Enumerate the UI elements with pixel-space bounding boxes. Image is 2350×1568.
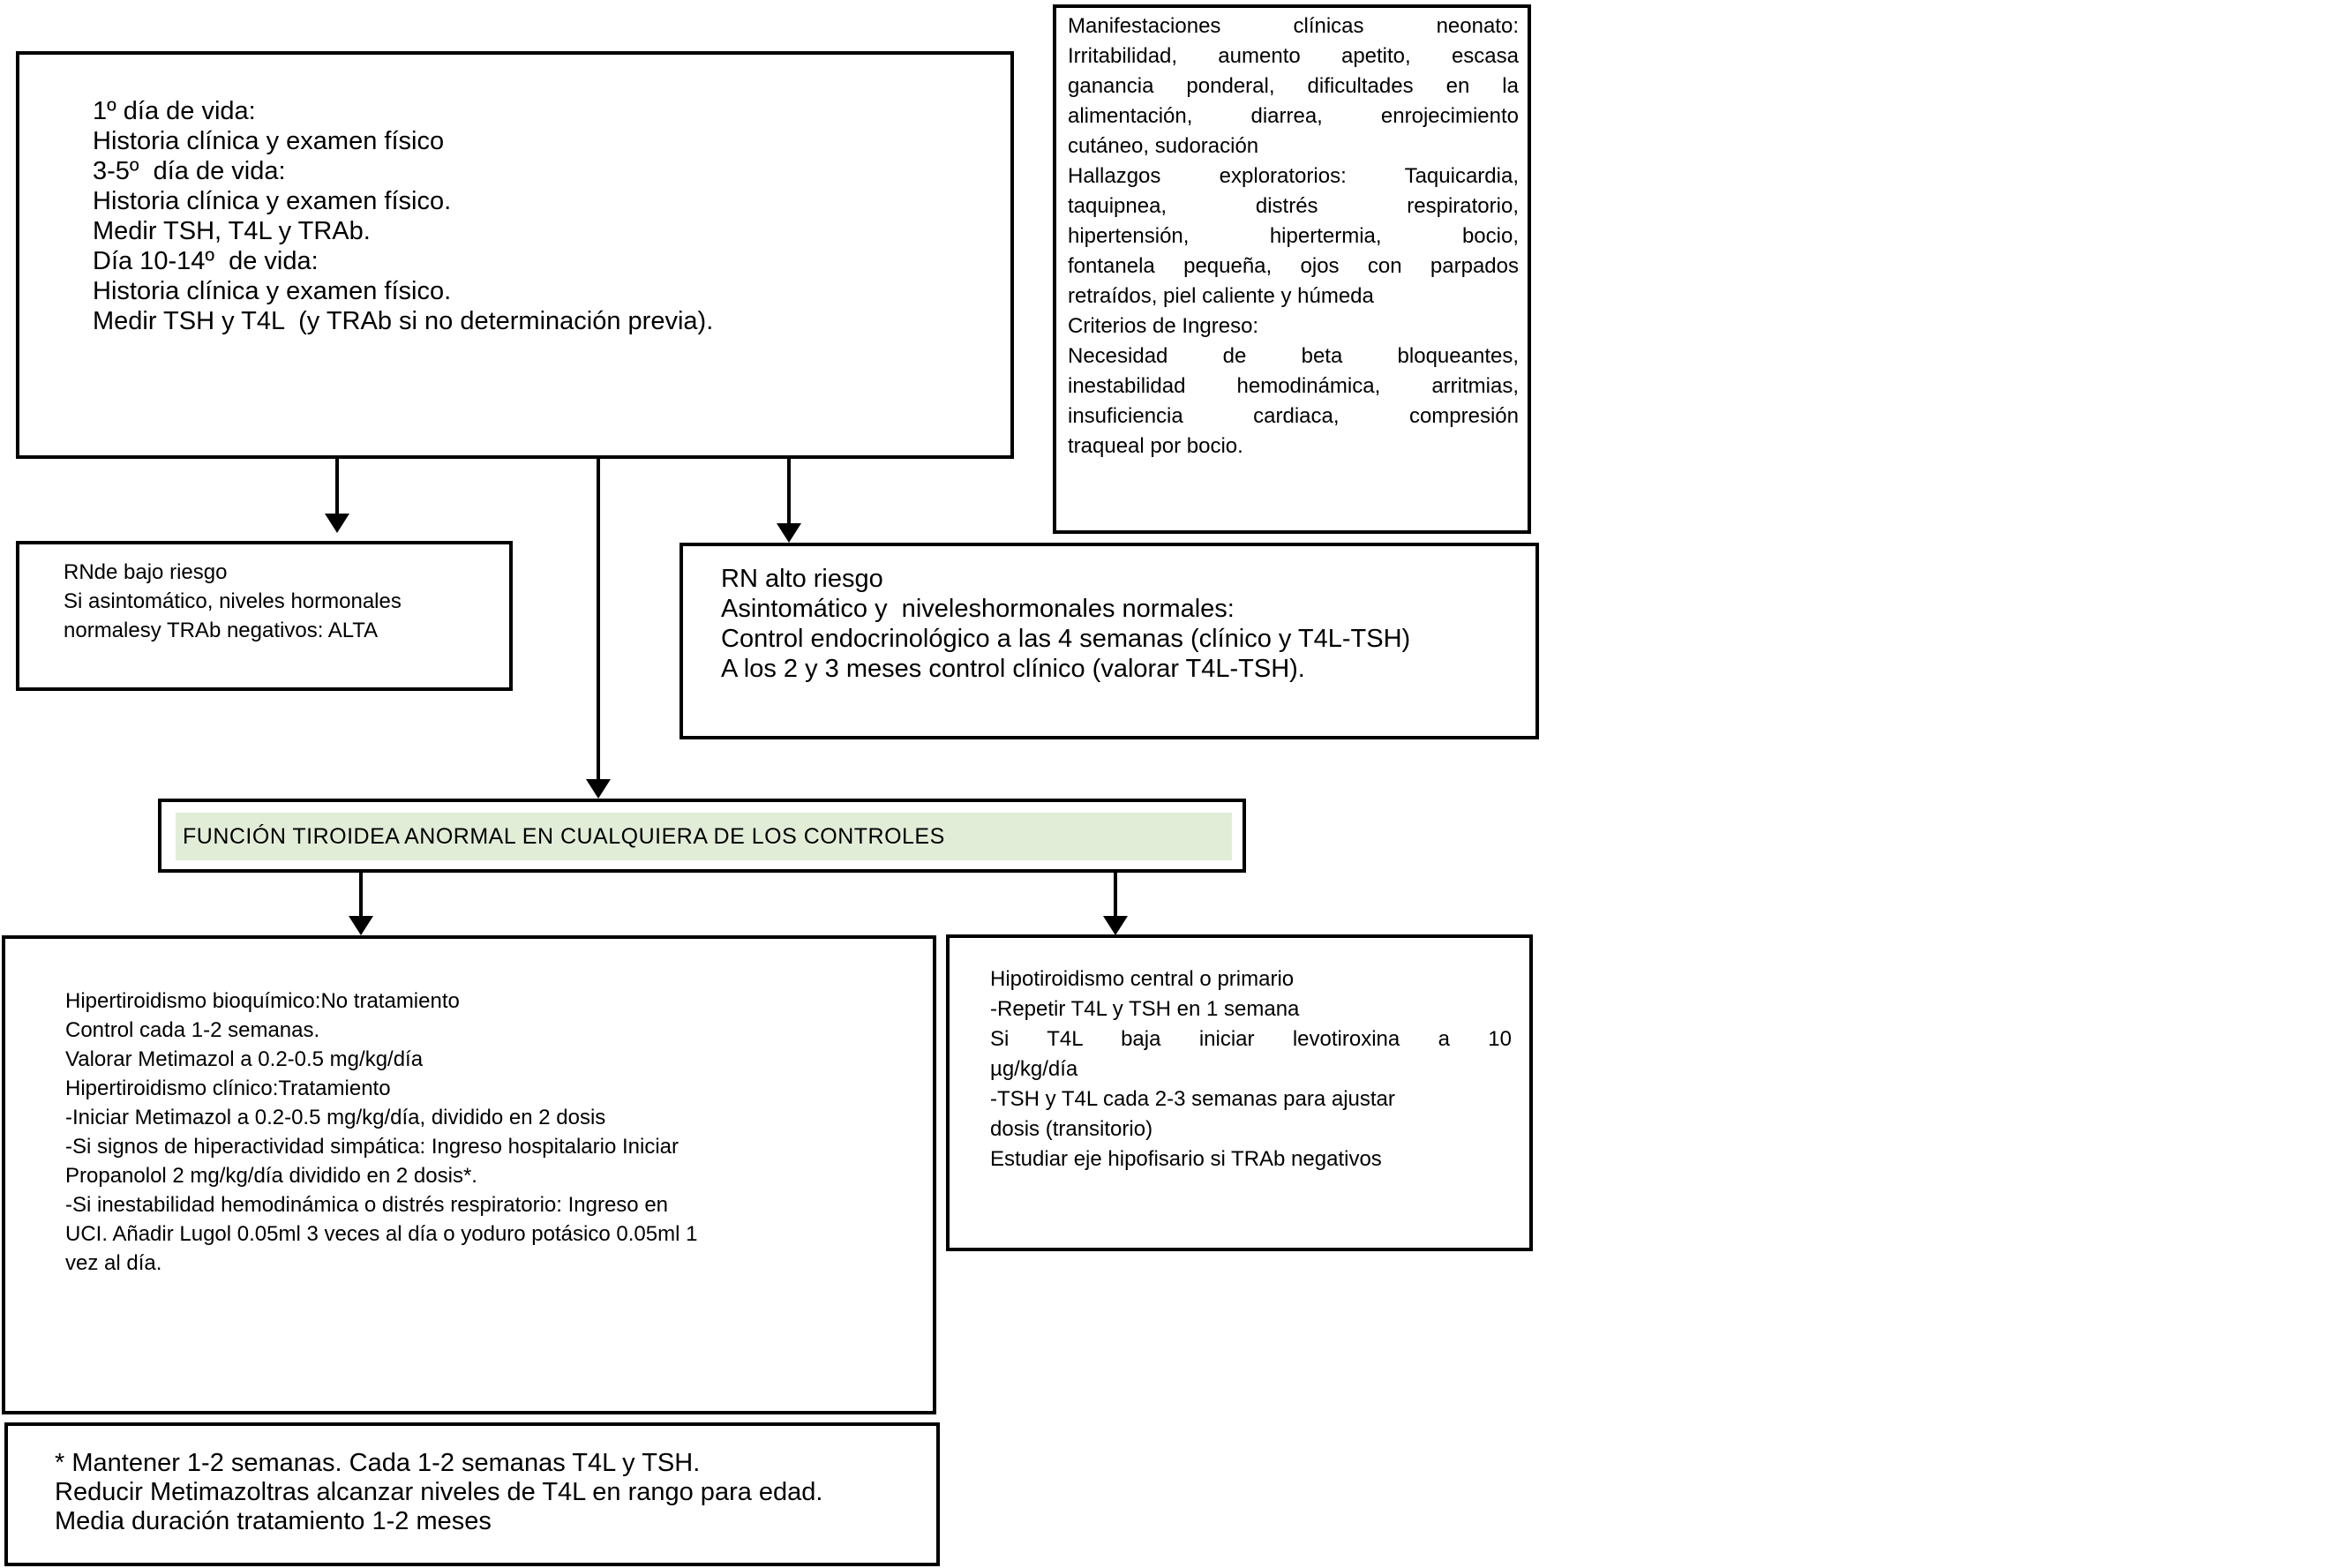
box-abnormal-thyroid-function <box>158 799 1246 873</box>
text-line: Control cada 1-2 semanas. <box>65 1018 320 1042</box>
text-line: Medir TSH, T4L y TRAb. <box>93 217 371 245</box>
text-line: RN alto riesgo <box>721 565 883 593</box>
arrow-to-hyperthyroidism-line <box>359 873 363 916</box>
text-line: -Iniciar Metimazol a 0.2-0.5 mg/kg/día, dividido en 2 dosis <box>65 1106 606 1129</box>
text-line: Hipertiroidismo clínico:Tratamiento <box>65 1077 391 1100</box>
text-line: 3-5º día de vida: <box>93 157 286 185</box>
text-line: Asintomático y niveleshormonales normales: <box>721 595 1235 623</box>
arrow-to-low-risk-head <box>325 514 349 533</box>
arrow-to-abnormal-function-line <box>597 459 600 779</box>
text-line: cutáneo, sudoración <box>1068 134 1259 158</box>
box-footnote <box>4 1422 940 1566</box>
text-line: Control endocrinológico a las 4 semanas (clínico y T4L-TSH) <box>721 625 1411 653</box>
text-line: ganancia ponderal, dificultades en la <box>1068 74 1519 98</box>
text-line: vez al día. <box>65 1251 162 1275</box>
text-line: Necesidad de beta bloqueantes, <box>1068 344 1519 368</box>
text-line: Hipertiroidismo bioquímico:No tratamiento <box>65 989 460 1013</box>
box-low-risk-newborn <box>16 541 513 691</box>
text-line: Medir TSH y T4L (y TRAb si no determinación previa). <box>93 307 714 335</box>
text-line: Media duración tratamiento 1-2 meses <box>55 1507 492 1535</box>
text-line: inestabilidad hemodinámica, arritmias, <box>1068 374 1519 398</box>
box-hypothyroidism-treatment <box>946 934 1533 1251</box>
text-line: -Si signos de hiperactividad simpática: Ingreso hospitalario Iniciar <box>65 1135 679 1159</box>
text-line: traqueal por bocio. <box>1068 434 1243 458</box>
text-line: insuficiencia cardiaca, compresión <box>1068 404 1519 428</box>
arrow-to-hypothyroidism-line <box>1114 873 1117 916</box>
text-line: Hallazgos exploratorios: Taquicardia, <box>1068 164 1519 188</box>
text-line: retraídos, piel caliente y húmeda <box>1068 284 1374 308</box>
text-line: µg/kg/día <box>990 1057 1078 1081</box>
box-hyperthyroidism-treatment <box>2 935 936 1414</box>
text-line: Valorar Metimazol a 0.2-0.5 mg/kg/día <box>65 1047 424 1071</box>
text-line: Criterios de Ingreso: <box>1068 314 1259 338</box>
text-line: RNde bajo riesgo <box>64 560 228 584</box>
box-high-risk-newborn <box>679 543 1539 739</box>
text-line: Día 10-14º de vida: <box>93 247 319 275</box>
text-line: Historia clínica y examen físico. <box>93 277 452 305</box>
text-line: UCI. Añadir Lugol 0.05ml 3 veces al día o yoduro potásico 0.05ml 1 <box>65 1222 698 1246</box>
text-line: alimentación, diarrea, enrojecimiento <box>1068 104 1519 128</box>
arrow-to-low-risk-line <box>335 459 339 514</box>
text-line: Hipotiroidismo central o primario <box>990 967 1295 991</box>
text-line: * Mantener 1-2 semanas. Cada 1-2 semanas T4L y TSH. <box>55 1449 701 1477</box>
text-line: A los 2 y 3 meses control clínico (valorar T4L-TSH). <box>721 655 1305 683</box>
arrow-to-high-risk-head <box>777 523 801 543</box>
text-line: Si T4L baja iniciar levotiroxina a 10 <box>990 1027 1512 1051</box>
text-line: Manifestaciones clínicas neonato: <box>1068 14 1519 38</box>
text-line: Estudiar eje hipofisario si TRAb negativos <box>990 1147 1382 1171</box>
text-line: -Si inestabilidad hemodinámica o distrés respiratorio: Ingreso en <box>65 1193 669 1217</box>
text-line: Irritabilidad, aumento apetito, escasa <box>1068 44 1519 68</box>
text-line: normalesy TRAb negativos: ALTA <box>64 619 379 642</box>
box-clinical-manifestations <box>1053 4 1531 534</box>
text-line: Reducir Metimazoltras alcanzar niveles de T4L en rango para edad. <box>55 1478 823 1506</box>
text-line: dosis (transitorio) <box>990 1117 1153 1141</box>
text-line: -TSH y T4L cada 2-3 semanas para ajustar <box>990 1087 1395 1111</box>
arrow-to-hyperthyroidism-head <box>349 916 373 935</box>
text-line: fontanela pequeña, ojos con parpados <box>1068 254 1519 278</box>
abnormal-function-label: FUNCIÓN TIROIDEA ANORMAL EN CUALQUIERA DE LOS CONTROLES <box>176 813 1232 860</box>
text-line: Propanolol 2 mg/kg/día dividido en 2 dosis*. <box>65 1164 477 1188</box>
text-line: Historia clínica y examen físico. <box>93 187 452 215</box>
arrow-to-abnormal-function-head <box>586 779 611 799</box>
box-followup-schedule <box>16 51 1014 459</box>
text-line: Historia clínica y examen físico <box>93 127 445 155</box>
text-line: taquipnea, distrés respiratorio, <box>1068 194 1519 218</box>
text-line: -Repetir T4L y TSH en 1 semana <box>990 997 1300 1021</box>
text-line: 1º día de vida: <box>93 97 256 125</box>
arrow-to-high-risk-line <box>787 459 791 523</box>
arrow-to-hypothyroidism-head <box>1103 916 1128 935</box>
text-line: hipertensión, hipertermia, bocio, <box>1068 224 1519 248</box>
text-line: Si asintomático, niveles hormonales <box>64 589 402 613</box>
